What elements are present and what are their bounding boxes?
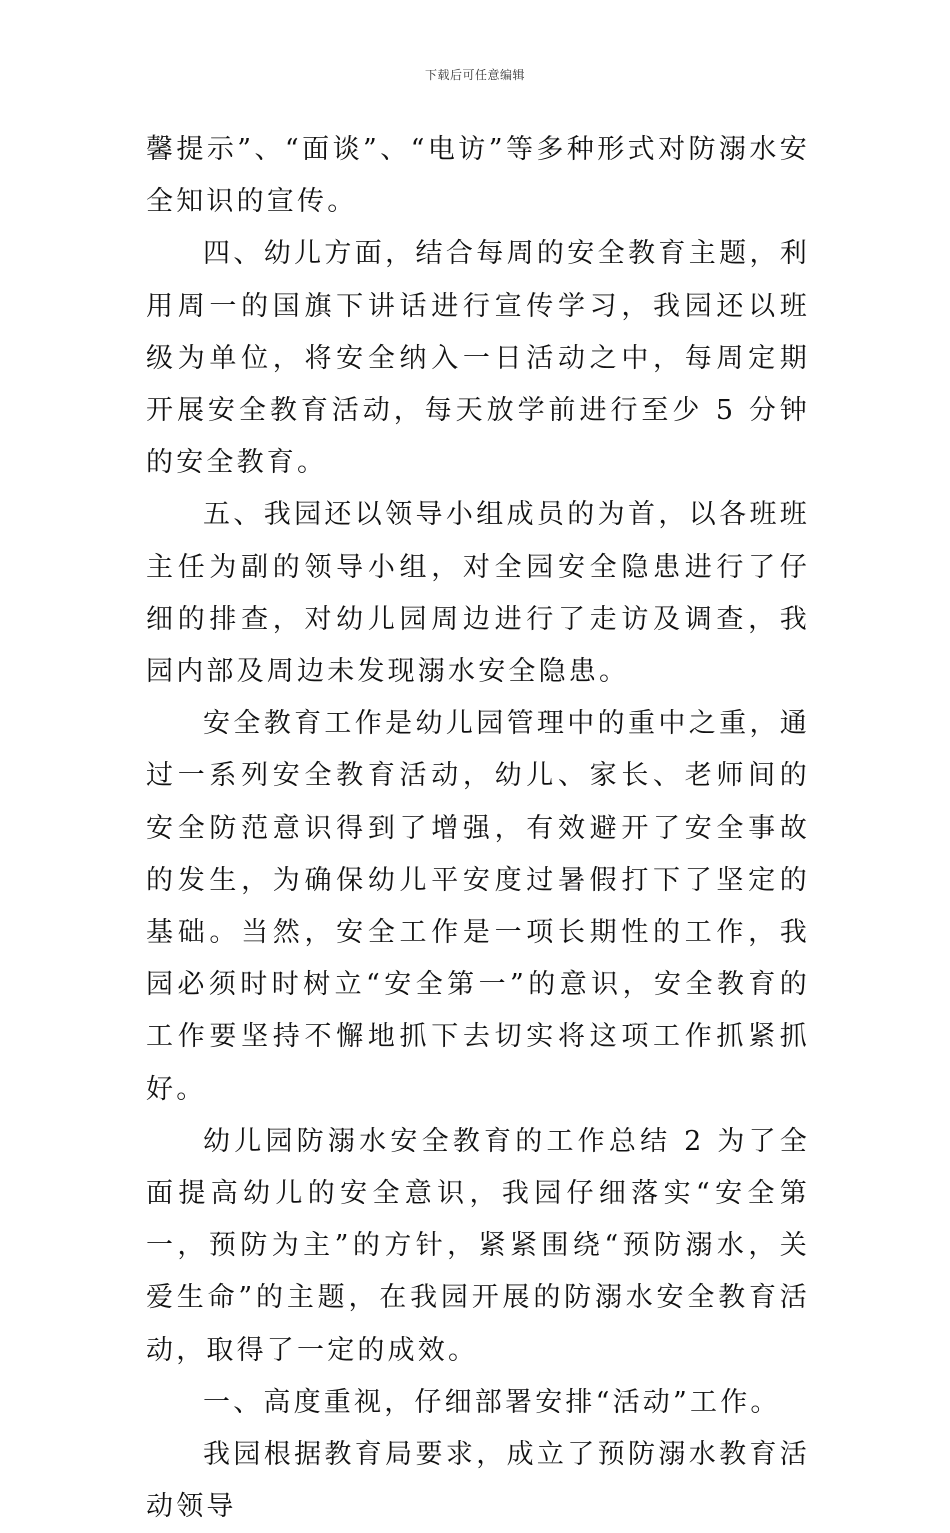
paragraph-section-four: 四、幼儿方面，结合每周的安全教育主题，利用周一的国旗下讲话进行宣传学习，我园还以班级为单位，将安全纳入一日活动之中，每周定期开展安全教育活动，每天放学前进行至少 5 分钟的安全教育。 xyxy=(146,238,810,479)
paragraph-summary: 安全教育工作是幼儿园管理中的重中之重，通过一系列安全教育活动，幼儿、家长、老师间的安全防范意识得到了增强，有效避开了安全事故的发生，为确保幼儿平安度过暑假打下了坚定的基础。当然，安全工作是一项长期性的工作，我园必须时时树立“安全第一”的意识，安全教育的工作要坚持不懈地抓下去切实将这项工作抓紧抓好。 xyxy=(146,708,810,1105)
paragraph-last: 我园根据教育局要求，成立了预防溺水教育活动领导 xyxy=(146,1439,810,1523)
page-header: 下载后可任意编辑 xyxy=(424,68,525,82)
document-body xyxy=(146,124,810,1533)
paragraph-continuation: 馨提示”、“面谈”、“电访”等多种形式对防溺水安全知识的宣传。 xyxy=(146,134,810,218)
paragraph-summary-two: 幼儿园防溺水安全教育的工作总结 2 为了全面提高幼儿的安全意识，我园仔细落实“安全第一，预防为主”的方针，紧紧围绕“预防溺水，关爱生命”的主题，在我园开展的防溺水安全教育活动，取得了一定的成效。 xyxy=(146,1125,810,1366)
paragraph-section-five: 五、我园还以领导小组成员的为首，以各班班主任为副的领导小组，对全园安全隐患进行了仔细的排查，对幼儿园周边进行了走访及调查，我园内部及周边未发现溺水安全隐患。 xyxy=(146,499,810,688)
paragraph-heading-one: 一、高度重视，仔细部署安排“活动”工作。 xyxy=(203,1386,781,1418)
